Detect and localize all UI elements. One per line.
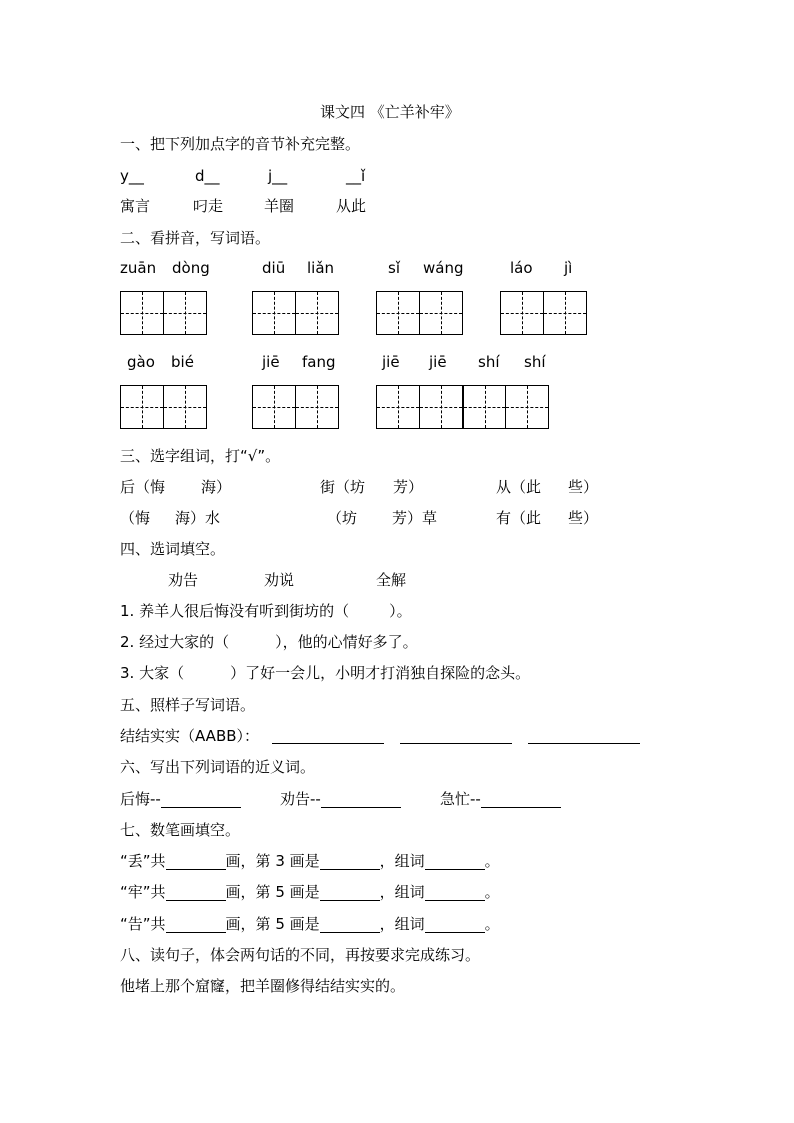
section-2-heading: 二、看拼音，写词语。 — [120, 229, 271, 247]
sentence-part: 2. 经过大家的（ — [120, 633, 230, 651]
page-title: 课文四 《亡羊补牢》 — [320, 103, 460, 121]
writing-cell[interactable] — [505, 385, 549, 429]
answer-line[interactable] — [425, 917, 485, 933]
row-part: “牢”共 — [120, 883, 166, 901]
section-3-heading: 三、选字组词，打“√”。 — [120, 447, 281, 465]
writing-cell[interactable] — [376, 385, 420, 429]
pinyin: sǐ — [388, 259, 400, 277]
choice-text[interactable]: 芳） — [393, 478, 424, 496]
row-part: “丢”共 — [120, 852, 166, 870]
answer-line[interactable] — [400, 727, 512, 744]
writing-grid[interactable] — [252, 291, 339, 335]
example-label: 结结实实（AABB）： — [120, 727, 260, 745]
synonym-word: 劝告-- — [280, 790, 321, 808]
choice-text[interactable]: 从（此 — [496, 478, 542, 496]
section-1-heading: 一、把下列加点字的音节补充完整。 — [120, 135, 361, 153]
section-4-heading: 四、选词填空。 — [120, 540, 226, 558]
stroke-row — [120, 883, 500, 901]
choice-text[interactable]: 有（此 — [496, 509, 542, 527]
pinyin: diū — [262, 259, 286, 277]
pinyin: gào — [127, 353, 155, 371]
row-part: “告”共 — [120, 915, 166, 933]
word: 羊圈 — [264, 197, 295, 215]
row-part: ，组词 — [379, 883, 425, 901]
pinyin: shí — [478, 353, 500, 371]
synonym-word: 急忙-- — [440, 790, 481, 808]
choice-text[interactable]: 些） — [568, 509, 599, 527]
pinyin: shí — [524, 353, 546, 371]
writing-cell[interactable] — [376, 291, 420, 335]
writing-grid[interactable] — [376, 291, 463, 335]
pinyin: láo — [510, 259, 533, 277]
choice-text[interactable]: 街（坊 — [320, 478, 366, 496]
sentence-part: ）。 — [389, 602, 412, 620]
sentence-part: 1. 养羊人很后悔没有听到街坊的（ — [120, 602, 350, 620]
answer-line[interactable] — [528, 727, 640, 744]
answer-line[interactable] — [161, 792, 241, 808]
stroke-row — [120, 915, 500, 933]
writing-grid[interactable] — [120, 385, 207, 429]
word-option: 劝告 — [168, 571, 199, 589]
sentence-part: 3. 大家（ — [120, 664, 185, 682]
writing-cell[interactable] — [163, 385, 207, 429]
answer-line[interactable] — [272, 727, 384, 744]
sentence: 他堵上那个窟窿，把羊圈修得结结实实的。 — [120, 977, 406, 995]
answer-line[interactable] — [166, 885, 226, 901]
choice-text[interactable]: （坊 — [327, 509, 358, 527]
section-6-heading: 六、写出下列词语的近义词。 — [120, 758, 316, 776]
row-part: 。 — [484, 852, 500, 870]
word: 从此 — [336, 197, 367, 215]
fill-sentence-2 — [120, 633, 418, 651]
pinyin: zuān — [120, 259, 157, 277]
synonym-item — [440, 790, 561, 808]
synonym-item — [280, 790, 401, 808]
pinyin-blank[interactable]: __ǐ — [346, 167, 366, 185]
writing-cell[interactable] — [295, 385, 339, 429]
sentence-part: ），他的心情好多了。 — [275, 633, 418, 651]
pinyin: jiē — [429, 353, 447, 371]
answer-line[interactable] — [425, 885, 485, 901]
answer-line[interactable] — [320, 885, 380, 901]
section-8-heading: 八、读句子，体会两句话的不同，再按要求完成练习。 — [120, 946, 481, 964]
answer-line[interactable] — [425, 854, 485, 870]
answer-line[interactable] — [320, 917, 380, 933]
choice-text[interactable]: 海）水 — [175, 509, 221, 527]
synonym-item — [120, 790, 241, 808]
pinyin-blank[interactable]: d__ — [195, 167, 220, 185]
row-part: 画，第 3 画是 — [225, 852, 320, 870]
pinyin-blank[interactable]: j__ — [268, 167, 288, 185]
writing-cell[interactable] — [419, 385, 463, 429]
row-part: 。 — [484, 915, 500, 933]
fill-sentence-1 — [120, 602, 412, 620]
writing-cell[interactable] — [295, 291, 339, 335]
section-7-heading: 七、数笔画填空。 — [120, 821, 241, 839]
answer-line[interactable] — [166, 917, 226, 933]
section-5-heading: 五、照样子写词语。 — [120, 696, 256, 714]
choice-text[interactable]: 海） — [201, 478, 232, 496]
pinyin: jiē — [382, 353, 400, 371]
pinyin: jiē — [262, 353, 280, 371]
row-part: ，组词 — [379, 852, 425, 870]
pinyin: bié — [171, 353, 194, 371]
row-part: 。 — [484, 883, 500, 901]
pinyin: jì — [564, 259, 573, 277]
answer-line[interactable] — [321, 792, 401, 808]
writing-grid[interactable] — [500, 291, 587, 335]
writing-grid[interactable] — [376, 385, 549, 429]
choice-text[interactable]: 些） — [568, 478, 599, 496]
synonym-word: 后悔-- — [120, 790, 161, 808]
row-part: ，组词 — [379, 915, 425, 933]
word: 叼走 — [193, 197, 224, 215]
choice-text[interactable]: 芳）草 — [392, 509, 438, 527]
pinyin: dòng — [172, 259, 210, 277]
row-part: 画，第 5 画是 — [225, 883, 320, 901]
writing-cell[interactable] — [252, 291, 296, 335]
pinyin: fang — [302, 353, 336, 371]
writing-grid[interactable] — [120, 291, 207, 335]
writing-cell[interactable] — [462, 385, 506, 429]
pinyin: liǎn — [307, 259, 335, 277]
stroke-row — [120, 852, 500, 870]
writing-cell[interactable] — [163, 291, 207, 335]
word: 寓言 — [120, 197, 151, 215]
answer-line[interactable] — [320, 854, 380, 870]
answer-line[interactable] — [481, 792, 561, 808]
writing-cell[interactable] — [419, 291, 463, 335]
fill-sentence-3 — [120, 664, 530, 682]
writing-cell[interactable] — [543, 291, 587, 335]
row-part: 画，第 5 画是 — [225, 915, 320, 933]
word-option: 劝说 — [264, 571, 295, 589]
writing-cell[interactable] — [120, 291, 164, 335]
writing-cell[interactable] — [500, 291, 544, 335]
pinyin-blank[interactable]: y__ — [120, 167, 144, 185]
choice-text[interactable]: 后（悔 — [120, 478, 166, 496]
word-option: 全解 — [376, 571, 407, 589]
writing-grid[interactable] — [252, 385, 339, 429]
answer-line[interactable] — [166, 854, 226, 870]
writing-cell[interactable] — [252, 385, 296, 429]
pinyin: wáng — [423, 259, 464, 277]
sentence-part: ）了好一会儿，小明才打消独自探险的念头。 — [230, 664, 531, 682]
choice-text[interactable]: （悔 — [120, 509, 151, 527]
writing-cell[interactable] — [120, 385, 164, 429]
